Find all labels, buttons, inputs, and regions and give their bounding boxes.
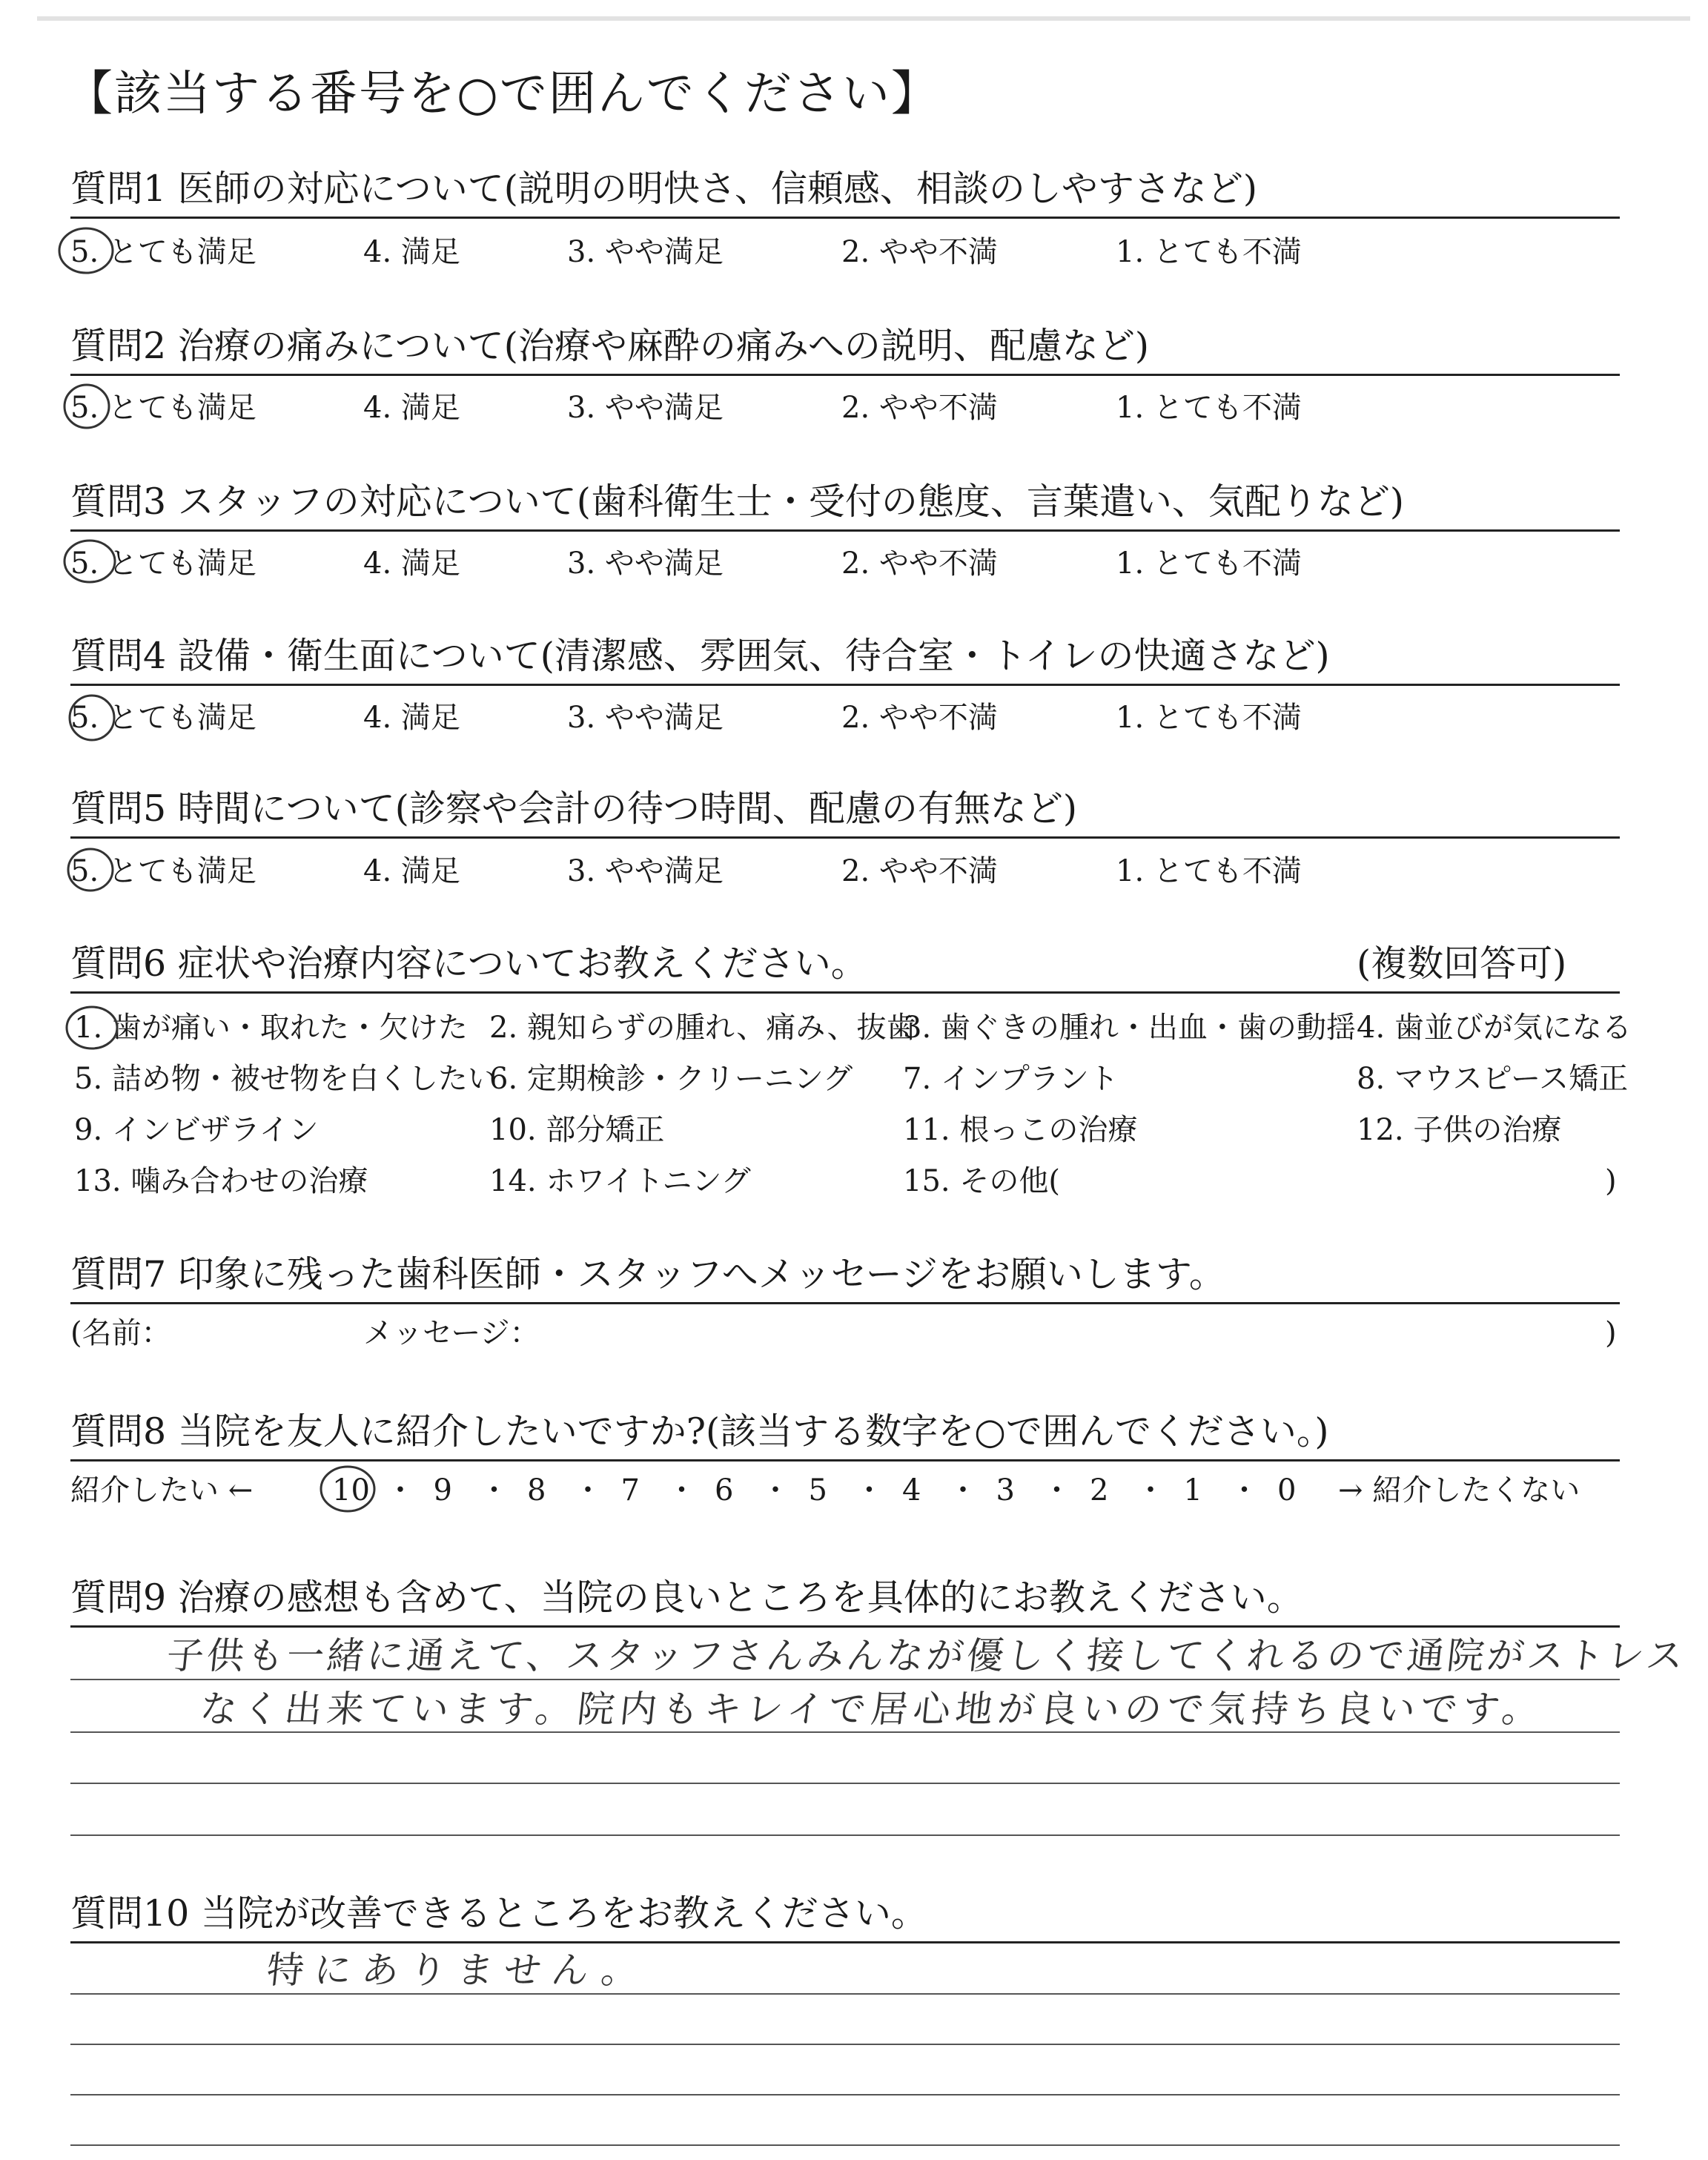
q6-option-8[interactable]: 8. マウスピース矯正 bbox=[1357, 1062, 1629, 1096]
q1-option-5[interactable]: 5. とても満足 bbox=[70, 235, 256, 269]
q3-option-5[interactable]: 5. とても満足 bbox=[70, 546, 256, 581]
q8-scale-2[interactable]: 2 bbox=[1090, 1473, 1109, 1507]
q8-scale-8[interactable]: 8 bbox=[527, 1473, 546, 1507]
q6-option-7[interactable]: 7. インプラント bbox=[903, 1062, 1119, 1096]
q6-option-6[interactable]: 6. 定期検診・クリーニング bbox=[489, 1062, 853, 1096]
question-2-title: 質問2 治療の痛みについて(治療や麻酔の痛みへの説明、配慮など) bbox=[70, 325, 1150, 367]
question-10-rule bbox=[70, 1941, 1620, 1943]
q6-selection-circle bbox=[62, 1001, 122, 1054]
q4-option-2[interactable]: 2. やや不満 bbox=[841, 701, 998, 735]
q8-scale-4[interactable]: 4 bbox=[902, 1473, 921, 1507]
q8-scale-separator: ・ bbox=[479, 1473, 509, 1507]
q8-scale-separator: ・ bbox=[385, 1473, 415, 1507]
q4-option-3[interactable]: 3. やや満足 bbox=[567, 701, 724, 735]
question-6-rule bbox=[70, 991, 1620, 994]
q4-option-5[interactable]: 5. とても満足 bbox=[70, 701, 256, 735]
q6-option-2[interactable]: 2. 親知らずの腫れ、痛み、抜歯 bbox=[489, 1011, 916, 1045]
q5-option-2[interactable]: 2. やや不満 bbox=[841, 854, 998, 888]
q10-answer-line-3 bbox=[70, 2094, 1620, 2095]
q3-selection-circle bbox=[61, 535, 119, 586]
q2-option-4[interactable]: 4. 満足 bbox=[363, 391, 460, 425]
question-10-title: 質問10 当院が改善できるところをお教えください。 bbox=[70, 1892, 927, 1935]
q6-other-close-paren: ) bbox=[1605, 1164, 1617, 1198]
q8-scale-separator: ・ bbox=[1042, 1473, 1072, 1507]
q5-option-5[interactable]: 5. とても満足 bbox=[70, 854, 256, 888]
question-5-rule bbox=[70, 836, 1620, 839]
q8-scale-7[interactable]: 7 bbox=[620, 1473, 640, 1507]
q6-option-13[interactable]: 13. 噛み合わせの治療 bbox=[74, 1164, 368, 1198]
q2-option-2[interactable]: 2. やや不満 bbox=[841, 391, 998, 425]
q5-selection-circle bbox=[64, 844, 117, 896]
question-7-rule bbox=[70, 1302, 1620, 1304]
q8-scale-separator: ・ bbox=[573, 1473, 603, 1507]
q6-option-11[interactable]: 11. 根っこの治療 bbox=[903, 1113, 1138, 1147]
q8-selection-circle bbox=[317, 1462, 378, 1516]
q2-option-3[interactable]: 3. やや満足 bbox=[567, 391, 724, 425]
q9-answer-line-3 bbox=[70, 1783, 1620, 1784]
q8-scale-10[interactable]: 10 bbox=[332, 1473, 370, 1507]
q5-option-3[interactable]: 3. やや満足 bbox=[567, 854, 724, 888]
q1-option-3[interactable]: 3. やや満足 bbox=[567, 235, 724, 269]
q6-option-9[interactable]: 9. インビザライン bbox=[74, 1113, 319, 1147]
q9-handwritten-answer-2: なく出来ています。院内もキレイで居心地が良いので気持ち良いです。 bbox=[197, 1688, 1547, 1731]
q5-option-1[interactable]: 1. とても不満 bbox=[1116, 854, 1302, 888]
q4-selection-circle bbox=[65, 690, 119, 744]
question-1-title: 質問1 医師の対応について(説明の明快さ、信頼感、相談のしやすさなど) bbox=[70, 168, 1258, 210]
q2-selection-circle bbox=[61, 380, 113, 432]
question-8-title: 質問8 当院を友人に紹介したいですか?(該当する数字を○で囲んでください。) bbox=[70, 1410, 1329, 1453]
q9-answer-line-4 bbox=[70, 1834, 1620, 1836]
question-3-title: 質問3 スタッフの対応について(歯科衛生士・受付の態度、言葉遣い、気配りなど) bbox=[70, 480, 1405, 523]
q2-option-5[interactable]: 5. とても満足 bbox=[70, 391, 256, 425]
question-7-title: 質問7 印象に残った歯科医師・スタッフへメッセージをお願いします。 bbox=[70, 1253, 1225, 1295]
q8-scale-9[interactable]: 9 bbox=[433, 1473, 452, 1507]
question-1-rule bbox=[70, 217, 1620, 219]
q10-answer-line-4 bbox=[70, 2144, 1620, 2146]
question-4-title: 質問4 設備・衛生面について(清潔感、雰囲気、待合室・トイレの快適さなど) bbox=[70, 635, 1330, 677]
q8-scale-separator: ・ bbox=[948, 1473, 978, 1507]
q8-scale-separator: ・ bbox=[1229, 1473, 1260, 1507]
q6-option-3[interactable]: 3. 歯ぐきの腫れ・出血・歯の動揺 bbox=[903, 1011, 1356, 1045]
q8-scale-5[interactable]: 5 bbox=[808, 1473, 827, 1507]
q6-option-5[interactable]: 5. 詰め物・被せ物を白くしたい bbox=[74, 1062, 497, 1096]
question-8-rule bbox=[70, 1459, 1620, 1462]
q6-option-4[interactable]: 4. 歯並びが気になる bbox=[1357, 1011, 1632, 1045]
q1-option-2[interactable]: 2. やや不満 bbox=[841, 235, 998, 269]
q6-option-10[interactable]: 10. 部分矯正 bbox=[489, 1113, 665, 1147]
form-title: 【該当する番号を○で囲んでください】 bbox=[65, 67, 940, 122]
question-4-rule bbox=[70, 684, 1620, 686]
q4-option-1[interactable]: 1. とても不満 bbox=[1116, 701, 1302, 735]
q2-option-1[interactable]: 1. とても不満 bbox=[1116, 391, 1302, 425]
question-9-rule bbox=[70, 1625, 1620, 1628]
question-6-title: 質問6 症状や治療内容についてお教えください。 bbox=[70, 942, 867, 985]
question-5-title: 質問5 時間について(診察や会計の待つ時間、配慮の有無など) bbox=[70, 787, 1078, 830]
q3-option-2[interactable]: 2. やや不満 bbox=[841, 546, 998, 581]
q4-option-4[interactable]: 4. 満足 bbox=[363, 701, 460, 735]
q3-option-1[interactable]: 1. とても不満 bbox=[1116, 546, 1302, 581]
q7-message-label: メッセージ： bbox=[363, 1316, 540, 1350]
q8-scale-separator: ・ bbox=[666, 1473, 697, 1507]
q8-scale-6[interactable]: 6 bbox=[715, 1473, 734, 1507]
q9-answer-line-1 bbox=[70, 1679, 1620, 1680]
q1-option-4[interactable]: 4. 満足 bbox=[363, 235, 460, 269]
q7-name-label: (名前： bbox=[70, 1316, 171, 1350]
q6-option-15[interactable]: 15. その他( bbox=[903, 1164, 1060, 1198]
q3-option-4[interactable]: 4. 満足 bbox=[363, 546, 460, 581]
q8-scale-separator: ・ bbox=[854, 1473, 884, 1507]
q10-handwritten-answer: 特にありません。 bbox=[264, 1949, 652, 1992]
q6-option-12[interactable]: 12. 子供の治療 bbox=[1357, 1113, 1562, 1147]
q8-scale-separator: ・ bbox=[761, 1473, 790, 1507]
q5-option-4[interactable]: 4. 満足 bbox=[363, 854, 460, 888]
question-9-title: 質問9 治療の感想も含めて、当院の良いところを具体的にお教えください。 bbox=[70, 1576, 1303, 1619]
question-3-rule bbox=[70, 529, 1620, 532]
q3-option-3[interactable]: 3. やや満足 bbox=[567, 546, 724, 581]
question-2-rule bbox=[70, 374, 1620, 376]
q6-option-1[interactable]: 1. 歯が痛い・取れた・欠けた bbox=[74, 1011, 468, 1045]
q8-scale-separator: ・ bbox=[1136, 1473, 1165, 1507]
q1-option-1[interactable]: 1. とても不満 bbox=[1116, 235, 1302, 269]
q8-scale-3[interactable]: 3 bbox=[996, 1473, 1015, 1507]
q7-close-paren: ) bbox=[1605, 1316, 1617, 1350]
q1-selection-circle bbox=[56, 222, 116, 277]
q6-option-14[interactable]: 14. ホワイトニング bbox=[489, 1164, 751, 1198]
q8-scale-1[interactable]: 1 bbox=[1183, 1473, 1202, 1507]
question-6-note: (複数回答可) bbox=[1357, 942, 1567, 985]
q9-answer-line-2 bbox=[70, 1731, 1620, 1733]
scan-top-edge bbox=[37, 16, 1690, 21]
q9-handwritten-answer-1: 子供も一緒に通えて、スタッフさんみんなが優しく接してくれるので通院がストレス bbox=[164, 1634, 1689, 1677]
q10-answer-line-1 bbox=[70, 1993, 1620, 1995]
q8-left-label: 紹介したい ← bbox=[70, 1473, 254, 1507]
q10-answer-line-2 bbox=[70, 2044, 1620, 2045]
q8-right-label: → 紹介したくない bbox=[1338, 1473, 1580, 1507]
q8-scale-0[interactable]: 0 bbox=[1277, 1473, 1297, 1507]
